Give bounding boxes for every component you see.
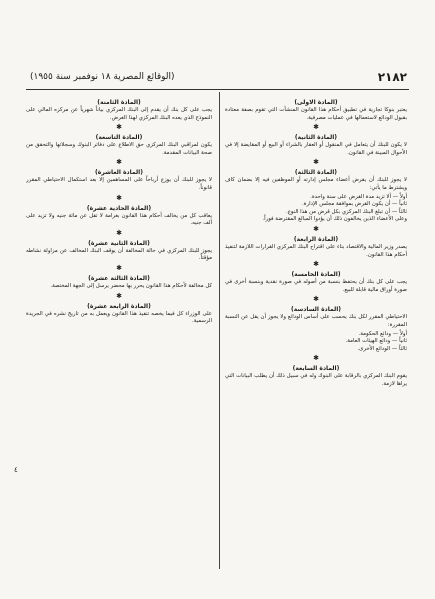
paragraph: يعاقب كل من يخالف أحكام هذا القانون بغرامة لا تقل عن مائة جنيه ولا تزيد على ألف جنيه. — [26, 212, 212, 227]
section-separator: ✱ — [313, 260, 319, 269]
column-divider — [219, 92, 220, 569]
article-heading: (المادة السادسة) — [290, 306, 342, 314]
paragraph: كل مخالفة لأحكام هذا القانون يحرر بها محضر يرسل إلى الجهة المختصة. — [50, 282, 212, 289]
paragraph: يصدر وزير المالية والاقتصاد بناء على اقتراح البنك المركزي القرارات اللازمة لتنفيذ أحكام هذا القانون. — [225, 243, 407, 258]
section-separator: ✱ — [313, 123, 319, 132]
paragraph: على الوزراء كل فيما يخصه تنفيذ هذا القانون ويعمل به من تاريخ نشره في الجريدة الرسمية. — [26, 310, 212, 325]
article-heading: (المادة الثانية) — [294, 134, 338, 142]
list-item: ثالثاً — الودائع الأخرى. — [357, 345, 407, 352]
article-heading: (المادة العاشرة) — [95, 169, 143, 177]
section-separator: ✱ — [313, 158, 319, 167]
article-heading: (المادة التاسعة) — [95, 134, 143, 142]
article-heading: (المادة الحادية عشرة) — [86, 204, 152, 212]
section-separator: ✱ — [116, 228, 122, 237]
article-heading: (المادة الثانية عشرة) — [88, 239, 150, 247]
section-separator: ✱ — [313, 224, 319, 233]
article-heading: (المادة الرابعة) — [293, 235, 339, 243]
article-heading: (المادة الرابعة عشرة) — [87, 302, 151, 310]
article-heading: (المادة الثالثة) — [294, 169, 338, 177]
list-item: أولاً — ودائع الحكومة. — [358, 330, 407, 337]
paragraph: يكون لمراقبي البنك المركزي حق الاطلاع على دفاتر البنوك وسجلاتها والتحقق من صحة البيانات المقدمة. — [26, 142, 212, 156]
section-separator: ✱ — [313, 295, 319, 304]
paragraph: يجوز للبنك المركزي في حالة المخالفة أن يوقف البنك المخالف عن مزاولة نشاطه مؤقتاً. — [26, 247, 212, 262]
page-header — [30, 66, 407, 88]
article-heading: (المادة الاولى) — [294, 99, 338, 106]
paragraph: لا يجوز للبنك أن يوزع أرباحاً على المساهمين إلا بعد استكمال الاحتياطي المقرر قانوناً. — [26, 177, 212, 191]
list-item: أولاً — ألا تزيد مدة القرض على سنة واحدة. — [310, 193, 407, 200]
paragraph: لا يجوز للبنك أن يقرض أعضاء مجلس إدارته أو الموظفين فيه إلا بضمان كاف ويشترط ما يأتي: — [225, 177, 407, 191]
paragraph: يعتبر بنوكا تجارية في تطبيق أحكام هذا القانون المنشآت التي تقوم بصفة معتادة بقبول الودائع لاستعمالها في عمليات مصرفية. — [225, 107, 407, 121]
list-item: ثالثاً — أن تبلغ البنك المركزي بكل قرض من هذا النوع. — [285, 208, 407, 215]
paragraph: يقوم البنك المركزي بالرقابة على البنوك وله في سبيل ذلك أن يطلب البيانات التي يراها لازمة. — [225, 373, 407, 387]
section-separator: ✱ — [116, 123, 122, 132]
page-number: ٢١٨٢ — [377, 70, 407, 84]
left-column — [26, 96, 212, 571]
section-separator: ✱ — [116, 263, 122, 272]
paragraph: يجب على كل بنك أن يحتفظ بنسبة من أصوله في صورة نقدية وبنسبة أخرى في صورة أوراق مالية قابلة للبيع. — [225, 279, 407, 293]
article-heading: (المادة الخامسة) — [291, 271, 341, 279]
paragraph: يجب على كل بنك أن يقدم إلى البنك المركزي بياناً شهرياً عن مركزه المالي على النموذج الذي يعده البنك المركزي لهذا الغرض. — [26, 107, 212, 121]
paragraph: الاحتياطي المقرر لكل بنك يحسب على أساس الودائع ولا يجوز أن يقل عن النسبة المقررة: — [225, 314, 407, 328]
margin-mark: ٤ — [14, 466, 18, 474]
list-item: ثانياً — أن يكون القرض بموافقة مجلس الإدارة. — [301, 201, 407, 208]
header-rule — [26, 89, 409, 90]
right-column — [225, 96, 407, 571]
section-separator: ✱ — [313, 354, 319, 363]
paragraph: وعلى الأعضاء الذين يخالفون ذلك أن يؤدوا المبالغ المقترضة فوراً. — [262, 216, 407, 223]
section-separator: ✱ — [116, 291, 122, 300]
gazette-title: (الوقائع المصرية ١٨ نوفمبر سنة ١٩٥٥) — [30, 72, 175, 82]
article-heading: (المادة الثالثة عشرة) — [88, 274, 150, 282]
article-heading: (المادة الثامنة) — [97, 99, 141, 106]
list-item: ثانياً — ودائع الهيئات العامة. — [345, 338, 407, 345]
paragraph: لا يكون للبنك أن يتعامل في المنقول أو العقار بالشراء أو البيع أو المقايضة إلا في الأحوال المبينة في القانون. — [225, 142, 407, 156]
article-heading: (المادة السابعة) — [292, 365, 340, 373]
section-separator: ✱ — [116, 193, 122, 202]
section-separator: ✱ — [116, 158, 122, 167]
